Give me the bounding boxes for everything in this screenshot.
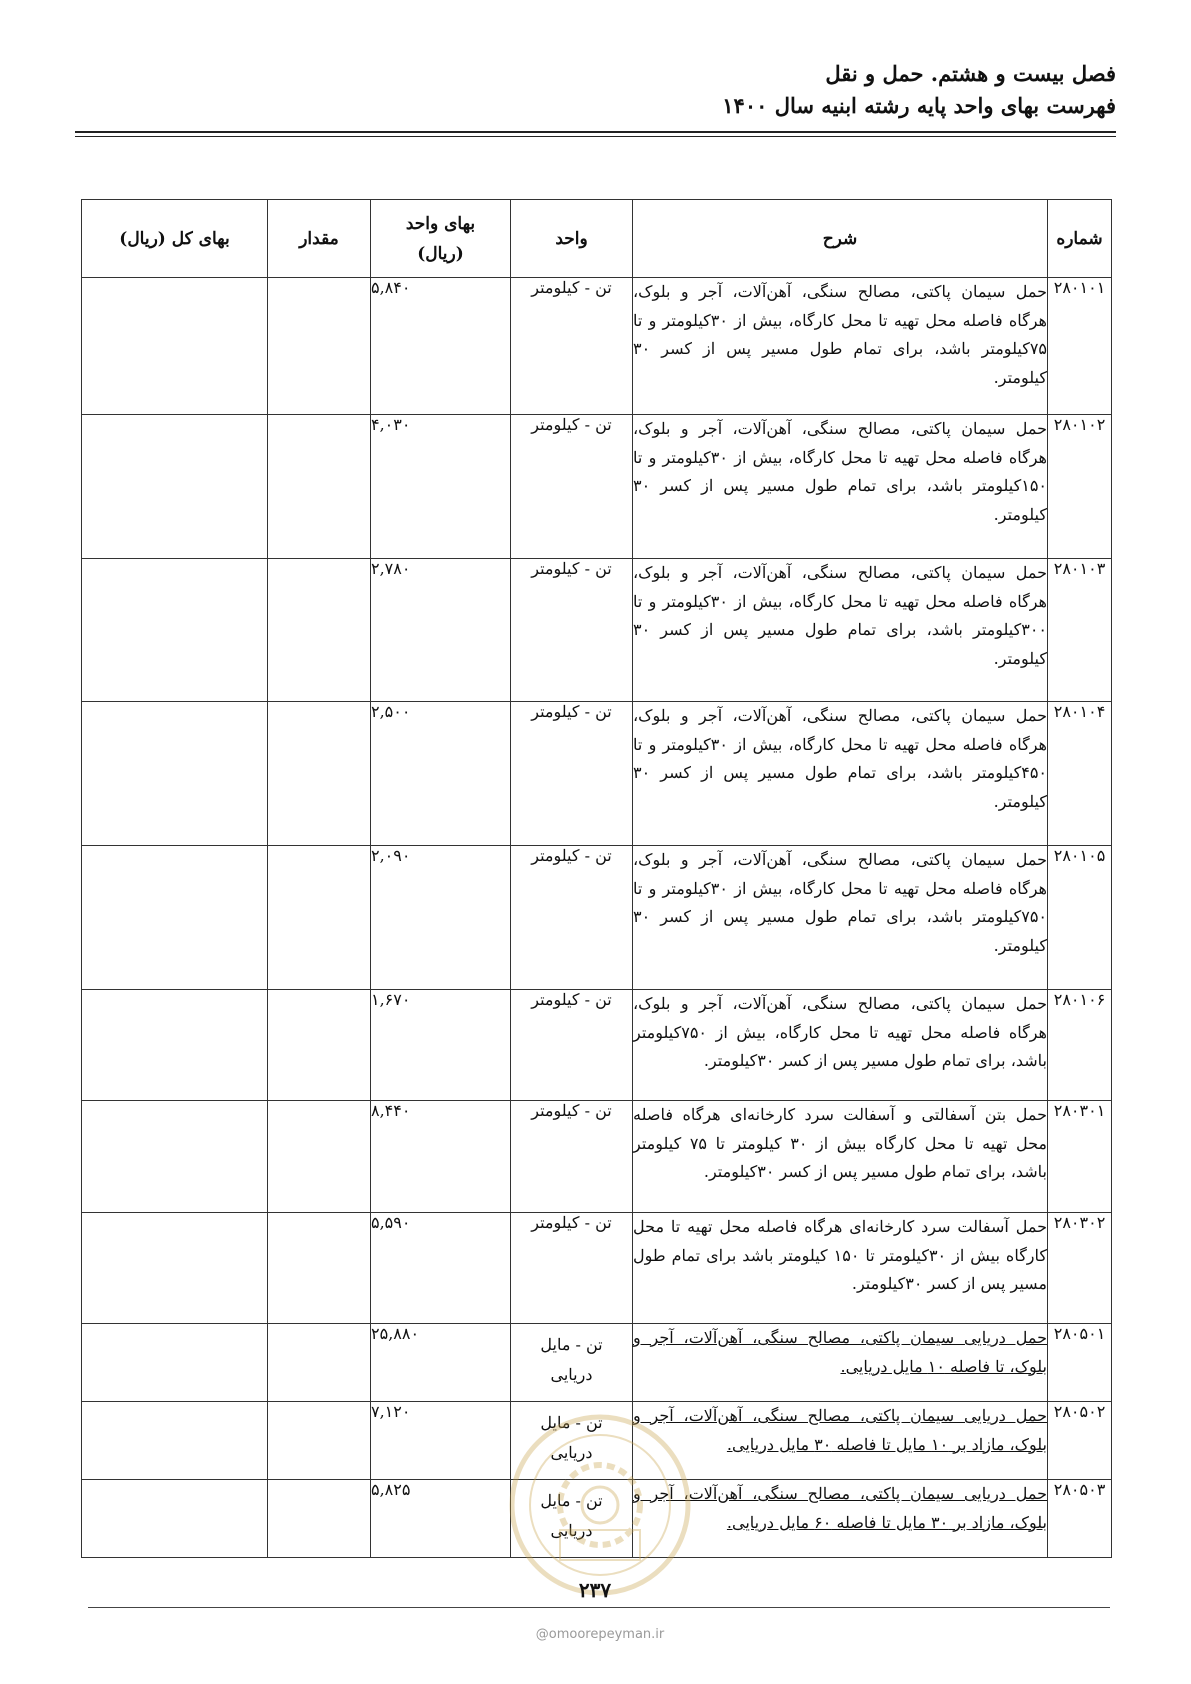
row-unit-price: ۸,۴۴۰ xyxy=(371,1101,511,1213)
table-row xyxy=(82,1101,1112,1213)
site-watermark: @omoorepeyman.ir xyxy=(535,1627,665,1642)
row-total-cell xyxy=(82,1213,268,1324)
row-total-cell xyxy=(82,702,268,846)
row-unit-line1: تن - مایل xyxy=(540,1335,603,1354)
table-row xyxy=(82,990,1112,1101)
row-total-cell xyxy=(82,278,268,415)
row-unit-price: ۲,۷۸۰ xyxy=(371,559,511,702)
row-unit-price: ۲,۵۰۰ xyxy=(371,702,511,846)
row-unit-price: ۱,۶۷۰ xyxy=(371,990,511,1101)
table-row xyxy=(82,846,1112,990)
row-code: ۲۸۰۱۰۴ xyxy=(1048,702,1112,846)
row-quantity-cell xyxy=(268,415,371,559)
row-description: حمل سیمان پاکتی، مصالح سنگی، آهن‌آلات، آجر و بلوک، هرگاه فاصله محل تهیه تا محل کارگاه، بیش از ۳۰کیلومتر و تا ۴۵۰کیلومتر باشد، برای تمام طول مسیر پس از کسر ۳۰ کیلومتر. xyxy=(633,702,1048,846)
row-description xyxy=(633,1324,1048,1402)
row-unit-line1: تن - مایل xyxy=(540,1491,603,1510)
table-row xyxy=(82,415,1112,559)
row-unit-price: ۲,۰۹۰ xyxy=(371,846,511,990)
row-unit: تن - کیلومتر xyxy=(511,415,633,559)
row-code: ۲۸۰۱۰۳ xyxy=(1048,559,1112,702)
row-quantity-cell xyxy=(268,1402,371,1480)
column-header-unit-price xyxy=(371,200,511,278)
row-code: ۲۸۰۱۰۶ xyxy=(1048,990,1112,1101)
row-total-cell xyxy=(82,559,268,702)
column-header-total-price: بهای کل (ریال) xyxy=(82,200,268,278)
row-unit: تن - کیلومتر xyxy=(511,846,633,990)
row-total-cell xyxy=(82,415,268,559)
row-description: حمل آسفالت سرد کارخانه‌ای هرگاه فاصله محل تهیه تا محل کارگاه بیش از ۳۰کیلومتر تا ۱۵۰ کیلومتر باشد برای تمام طول مسیر پس از کسر ۳۰کیلومتر. xyxy=(633,1213,1048,1324)
row-code: ۲۸۰۵۰۳ xyxy=(1048,1480,1112,1558)
table-row xyxy=(82,1213,1112,1324)
row-unit: تن - کیلومتر xyxy=(511,559,633,702)
column-header-quantity: مقدار xyxy=(268,200,371,278)
row-unit-price: ۲۵,۸۸۰ xyxy=(371,1324,511,1402)
row-unit: تن - کیلومتر xyxy=(511,990,633,1101)
row-quantity-cell xyxy=(268,1480,371,1558)
row-description: حمل سیمان پاکتی، مصالح سنگی، آهن‌آلات، آجر و بلوک، هرگاه فاصله محل تهیه تا محل کارگاه، بیش از ۳۰کیلومتر و تا ۷۵۰کیلومتر باشد، برای تمام طول مسیر پس از کسر ۳۰ کیلومتر. xyxy=(633,846,1048,990)
row-unit-line2: دریایی xyxy=(550,1443,593,1462)
row-code: ۲۸۰۳۰۱ xyxy=(1048,1101,1112,1213)
row-total-cell xyxy=(82,1402,268,1480)
row-total-cell xyxy=(82,1324,268,1402)
price-table xyxy=(81,199,1112,1558)
catalog-title: فهرست بهای واحد پایه رشته ابنیه سال ۱۴۰۰ xyxy=(722,93,1116,118)
row-unit: تن - کیلومتر xyxy=(511,702,633,846)
column-header-code: شماره xyxy=(1048,200,1112,278)
table-row xyxy=(82,559,1112,702)
unit-price-header-line2: (ریال) xyxy=(417,243,464,264)
page-number: ۲۳۷ xyxy=(578,1578,612,1602)
unit-price-header-line1: بهای واحد xyxy=(405,213,476,234)
row-description-text: حمل دریایی سیمان پاکتی، مصالح سنگی، آهن‌آلات، آجر و بلوک، مازاد بر ۳۰ مایل تا فاصله ۶۰ مایل دریایی. xyxy=(633,1484,1047,1532)
row-unit-line2: دریایی xyxy=(550,1365,593,1384)
row-unit: تن - کیلومتر xyxy=(511,278,633,415)
row-description: حمل سیمان پاکتی، مصالح سنگی، آهن‌آلات، آجر و بلوک، هرگاه فاصله محل تهیه تا محل کارگاه، بیش از ۳۰کیلومتر و تا ۱۵۰کیلومتر باشد، برای تمام طول مسیر پس از کسر ۳۰ کیلومتر. xyxy=(633,415,1048,559)
row-unit-price: ۵,۸۲۵ xyxy=(371,1480,511,1558)
row-quantity-cell xyxy=(268,1213,371,1324)
row-code: ۲۸۰۱۰۱ xyxy=(1048,278,1112,415)
row-unit-line2: دریایی xyxy=(550,1521,593,1540)
row-description: حمل سیمان پاکتی، مصالح سنگی، آهن‌آلات، آجر و بلوک، هرگاه فاصله محل تهیه تا محل کارگاه، بیش از ۳۰کیلومتر و تا ۷۵کیلومتر باشد، برای تمام طول مسیر پس از کسر ۳۰ کیلومتر. xyxy=(633,278,1048,415)
row-description-text: حمل دریایی سیمان پاکتی، مصالح سنگی، آهن‌آلات، آجر و بلوک، مازاد بر ۱۰ مایل تا فاصله ۳۰ مایل دریایی. xyxy=(633,1406,1047,1454)
chapter-title: فصل بیست و هشتم. حمل و نقل xyxy=(825,61,1116,86)
row-unit: تن - کیلومتر xyxy=(511,1213,633,1324)
row-code: ۲۸۰۱۰۲ xyxy=(1048,415,1112,559)
seal-watermark-icon xyxy=(505,1410,695,1600)
page-header xyxy=(76,58,1116,122)
row-description: حمل سیمان پاکتی، مصالح سنگی، آهن‌آلات، آجر و بلوک، هرگاه فاصله محل تهیه تا محل کارگاه، بیش از ۷۵۰کیلومتر باشد، برای تمام طول مسیر پس از کسر ۳۰کیلومتر. xyxy=(633,990,1048,1101)
row-quantity-cell xyxy=(268,846,371,990)
row-quantity-cell xyxy=(268,1101,371,1213)
row-unit-price: ۷,۱۲۰ xyxy=(371,1402,511,1480)
column-header-unit: واحد xyxy=(511,200,633,278)
row-quantity-cell xyxy=(268,559,371,702)
row-description: حمل سیمان پاکتی، مصالح سنگی، آهن‌آلات، آجر و بلوک، هرگاه فاصله محل تهیه تا محل کارگاه، بیش از ۳۰کیلومتر و تا ۳۰۰کیلومتر باشد، برای تمام طول مسیر پس از کسر ۳۰ کیلومتر. xyxy=(633,559,1048,702)
row-description-text: حمل دریایی سیمان پاکتی، مصالح سنگی، آهن‌آلات، آجر و بلوک، تا فاصله ۱۰ مایل دریایی. xyxy=(633,1328,1047,1376)
row-quantity-cell xyxy=(268,990,371,1101)
header-rule-thin xyxy=(75,136,1116,137)
row-code: ۲۸۰۱۰۵ xyxy=(1048,846,1112,990)
row-quantity-cell xyxy=(268,702,371,846)
row-unit xyxy=(511,1324,633,1402)
row-quantity-cell xyxy=(268,278,371,415)
row-code: ۲۸۰۵۰۱ xyxy=(1048,1324,1112,1402)
row-code: ۲۸۰۳۰۲ xyxy=(1048,1213,1112,1324)
table-row xyxy=(82,1324,1112,1402)
row-total-cell xyxy=(82,990,268,1101)
row-description: حمل بتن آسفالتی و آسفالت سرد کارخانه‌ای هرگاه فاصله محل تهیه تا محل کارگاه بیش از ۳۰ کیلومتر تا ۷۵ کیلومتر باشد، برای تمام طول مسیر پس از کسر ۳۰کیلومتر. xyxy=(633,1101,1048,1213)
row-unit-line1: تن - مایل xyxy=(540,1413,603,1432)
row-total-cell xyxy=(82,1101,268,1213)
table-row xyxy=(82,702,1112,846)
row-total-cell xyxy=(82,1480,268,1558)
table-header-row xyxy=(82,200,1112,278)
row-unit: تن - کیلومتر xyxy=(511,1101,633,1213)
row-code: ۲۸۰۵۰۲ xyxy=(1048,1402,1112,1480)
header-rule-thick xyxy=(75,131,1116,133)
row-unit-price: ۴,۰۳۰ xyxy=(371,415,511,559)
table-row xyxy=(82,278,1112,415)
row-quantity-cell xyxy=(268,1324,371,1402)
row-unit-price: ۵,۸۴۰ xyxy=(371,278,511,415)
row-total-cell xyxy=(82,846,268,990)
row-unit-price: ۵,۵۹۰ xyxy=(371,1213,511,1324)
footer-rule xyxy=(88,1607,1110,1608)
column-header-description: شرح xyxy=(633,200,1048,278)
